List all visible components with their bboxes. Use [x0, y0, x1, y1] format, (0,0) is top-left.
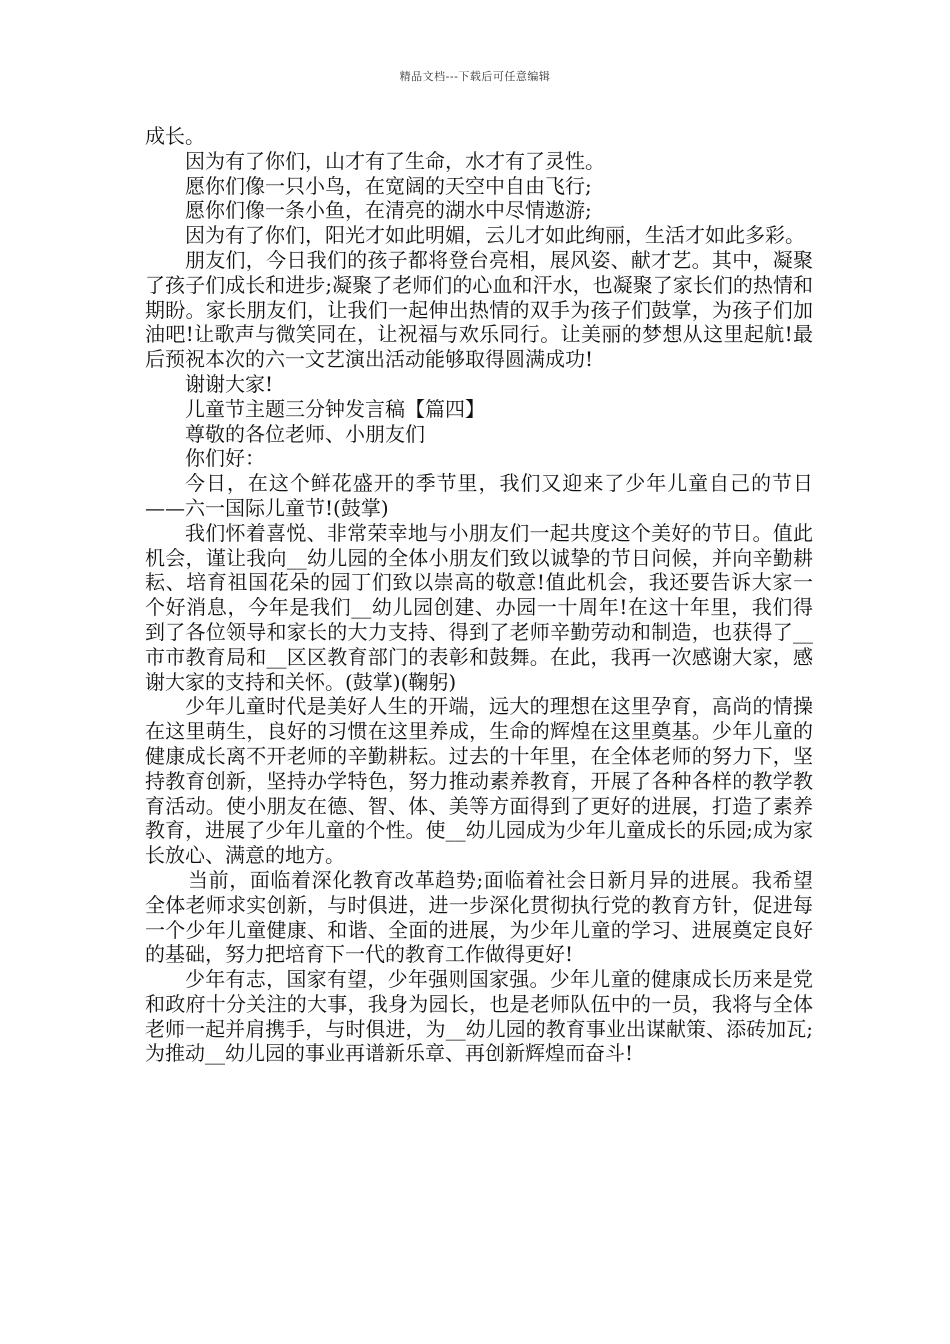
paragraph: 今日，在这个鲜花盛开的季节里，我们又迎来了少年儿童自己的节日——六一国际儿童节!(鼓掌) [145, 471, 813, 520]
page-header: 精品文档---下载后可任意编辑 [399, 70, 551, 83]
paragraph: 愿你们像一条小鱼，在清亮的湖水中尽情遨游; [185, 198, 592, 223]
paragraph: 因为有了你们，阳光才如此明媚，云儿才如此绚丽，生活才如此多彩。 [185, 223, 805, 248]
paragraph: 愿你们像一只小鸟，在宽阔的天空中自由飞行; [185, 173, 592, 198]
paragraph: 因为有了你们，山才有了生命，水才有了灵性。 [185, 148, 605, 173]
section-title: 儿童节主题三分钟发言稿【篇四】 [185, 396, 485, 421]
paragraph: 少年儿童时代是美好人生的开端，远大的理想在这里孕育，高尚的情操在这里萌生，良好的习惯在这里养成，生命的辉煌在这里奠基。少年儿童的健康成长离不开老师的辛勤耕耘。过去的十年里，在全体老师的努力下，坚持教育创新，坚持办学特色，努力推动素养教育，开展了各种各样的教学教育活动。使小朋友在德、智、体、美等方面得到了更好的进展，打造了素养教育，进展了少年儿童的个性。使__幼儿园成为少年儿童成长的乐园;成为家长放心、满意的地方。 [145, 694, 813, 868]
paragraph: 我们怀着喜悦、非常荣幸地与小朋友们一起共度这个美好的节日。值此机会，谨让我向__幼儿园的全体小朋友们致以诚挚的节日问候，并向辛勤耕耘、培育祖国花朵的园丁们致以崇高的敬意!值此机会，我还要告诉大家一个好消息，今年是我们__幼儿园创建、办园一十周年!在这十年里，我们得到了各位领导和家长的大力支持、得到了老师辛勤劳动和制造，也获得了__市市教育局和__区区教育部门的表彰和鼓舞。在此，我再一次感谢大家，感谢大家的支持和关怀。(鼓掌)(鞠躬) [145, 520, 813, 694]
paragraph: 朋友们，今日我们的孩子都将登台亮相，展风姿、献才艺。其中，凝聚了孩子们成长和进步;凝聚了老师们的心血和汗水，也凝聚了家长们的热情和期盼。家长朋友们，让我们一起伸出热情的双手为孩子们鼓掌，为孩子们加油吧!让歌声与微笑同在，让祝福与欢乐同行。让美丽的梦想从这里起航!最后预祝本次的六一文艺演出活动能够取得圆满成功! [145, 247, 813, 372]
greeting: 尊敬的各位老师、小朋友们 [185, 421, 425, 446]
paragraph: 当前，面临着深化教育改革趋势;面临着社会日新月异的进展。我希望全体老师求实创新，与时俱进，进一步深化贯彻执行党的教育方针，促进每一个少年儿童健康、和谐、全面的进展，为少年儿童的学习、进展奠定良好的基础，努力把培育下一代的教育工作做得更好! [145, 867, 813, 967]
document-body [145, 124, 813, 1066]
paragraph: 谢谢大家! [185, 371, 274, 396]
paragraph: 少年有志，国家有望，少年强则国家强。少年儿童的健康成长历来是党和政府十分关注的大事，我身为园长，也是老师队伍中的一员，我将与全体老师一起并肩携手，与时俱进，为__幼儿园的教育事业出谋献策、添砖加瓦;为推动__幼儿园的事业再谱新乐章、再创新辉煌而奋斗! [145, 967, 813, 1066]
paragraph: 成长。 [145, 124, 205, 148]
greeting: 你们好： [185, 446, 265, 471]
